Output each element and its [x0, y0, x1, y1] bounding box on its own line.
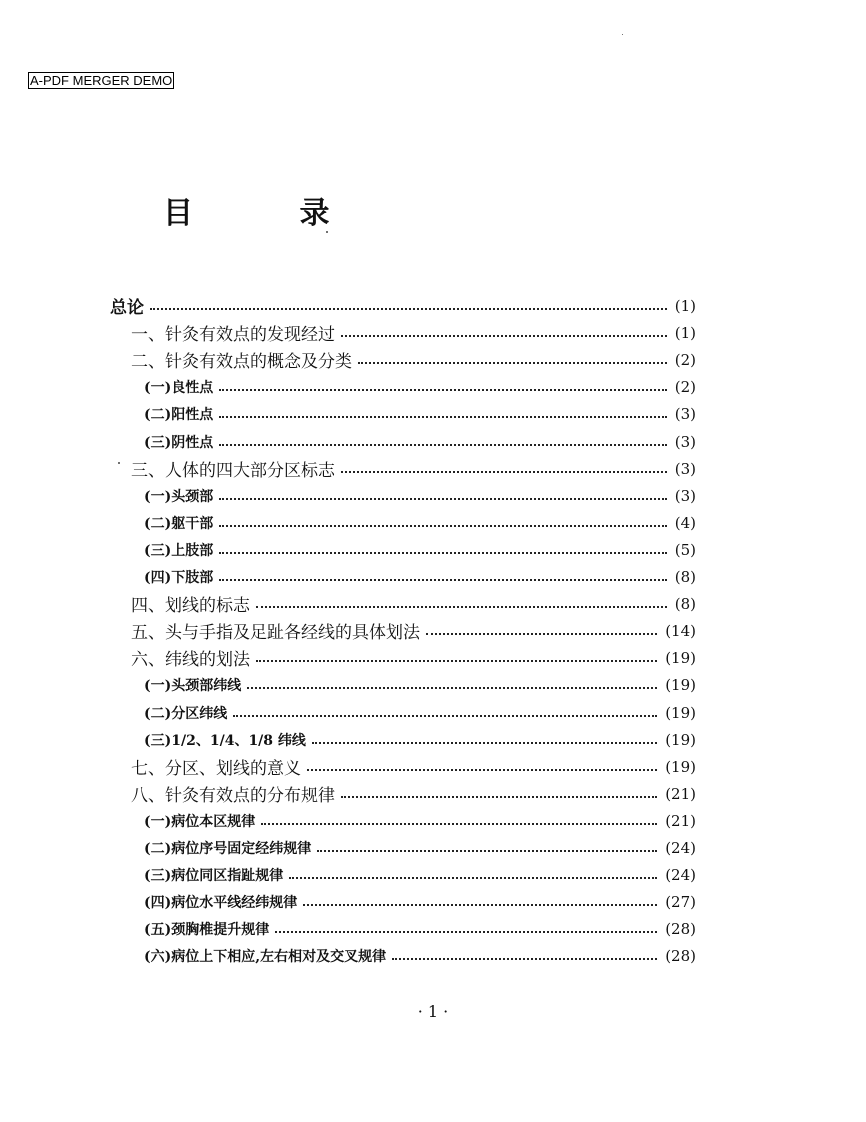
- toc-entry-label: (四)病位水平线经纬规律: [144, 894, 298, 911]
- toc-entry-label: (二)躯干部: [144, 515, 214, 532]
- toc-entry-label: (一)头颈部纬线: [144, 677, 242, 694]
- toc-row: [131, 617, 696, 644]
- toc-row: [144, 373, 696, 400]
- toc-row: [144, 428, 696, 455]
- toc-row: [144, 400, 696, 427]
- scan-speck: [622, 34, 623, 35]
- toc-entry-label: 八、针灸有效点的分布规律: [131, 786, 335, 806]
- toc-row: [144, 563, 696, 590]
- toc-entry-page: (21): [665, 811, 696, 830]
- dot-leader: [275, 931, 657, 933]
- toc-row: [144, 834, 696, 861]
- toc-entry-page: (21): [665, 784, 696, 803]
- toc-row: [110, 292, 696, 319]
- toc-entry-page: (1): [674, 296, 696, 315]
- toc-entry-page: (8): [674, 594, 696, 613]
- toc-entry-page: (19): [665, 757, 696, 776]
- dot-leader: [341, 335, 667, 337]
- toc-entry-label: 五、头与手指及足趾各经线的具体划法: [131, 623, 420, 643]
- dot-leader: [219, 552, 667, 554]
- toc-entry-label: (三)上肢部: [144, 542, 214, 559]
- toc-entry-page: (3): [674, 459, 696, 478]
- toc-row: [144, 861, 696, 888]
- dot-leader: [233, 715, 657, 717]
- toc-entry-label: (二)分区纬线: [144, 705, 228, 722]
- toc-entry-label: (一)良性点: [144, 379, 214, 396]
- scan-speck: [326, 231, 328, 233]
- toc-entry-page: (3): [674, 486, 696, 505]
- toc-row: [131, 780, 696, 807]
- toc-entry-page: (2): [674, 377, 696, 396]
- toc-entry-page: (8): [674, 567, 696, 586]
- toc-entry-page: (3): [674, 432, 696, 451]
- toc-entry-label: 七、分区、划线的意义: [131, 759, 301, 779]
- dot-leader: [261, 823, 657, 825]
- toc-row: [131, 644, 696, 671]
- toc-row: [131, 319, 696, 346]
- page-title: 目 录: [163, 196, 378, 231]
- toc-entry-page: (1): [674, 323, 696, 342]
- toc-row: [144, 942, 696, 969]
- toc-entry-label: (一)头颈部: [144, 488, 214, 505]
- toc-entry-label: 三、人体的四大部分区标志: [131, 461, 335, 481]
- toc-row: [131, 346, 696, 373]
- toc-row: [144, 482, 696, 509]
- toc-entry-label: (二)阳性点: [144, 406, 214, 423]
- dot-leader: [341, 471, 667, 473]
- dot-leader: [219, 579, 667, 581]
- dot-leader: [312, 742, 657, 744]
- toc-row: [131, 590, 696, 617]
- toc-entry-page: (5): [674, 540, 696, 559]
- dot-leader: [317, 850, 657, 852]
- dot-leader: [150, 308, 667, 310]
- dot-leader: [341, 796, 657, 798]
- toc-row: [131, 753, 696, 780]
- toc-entry-page: (28): [665, 919, 696, 938]
- toc-entry-page: (2): [674, 350, 696, 369]
- toc-row: [144, 509, 696, 536]
- scan-speck: [118, 462, 120, 464]
- toc-entry-page: (28): [665, 946, 696, 965]
- toc-entry-page: (14): [665, 621, 696, 640]
- toc-entry-label: (一)病位本区规律: [144, 813, 256, 830]
- toc-entry-label: 总论: [110, 298, 144, 318]
- toc-row: [144, 915, 696, 942]
- toc-entry-page: (19): [665, 675, 696, 694]
- toc-entry-label: (五)颈胸椎提升规律: [144, 921, 270, 938]
- toc-entry-label: 四、划线的标志: [131, 596, 250, 616]
- toc-entry-page: (19): [665, 703, 696, 722]
- toc-entry-label: 一、针灸有效点的发现经过: [131, 325, 335, 345]
- dot-leader: [358, 362, 667, 364]
- dot-leader: [303, 904, 657, 906]
- toc-row: [144, 536, 696, 563]
- toc-row: [131, 455, 696, 482]
- toc-entry-page: (3): [674, 404, 696, 423]
- toc-entry-label: 二、针灸有效点的概念及分类: [131, 352, 352, 372]
- toc-entry-page: (27): [665, 892, 696, 911]
- dot-leader: [392, 958, 657, 960]
- dot-leader: [307, 769, 657, 771]
- toc-entry-label: (二)病位序号固定经纬规律: [144, 840, 312, 857]
- toc-entry-page: (24): [665, 865, 696, 884]
- dot-leader: [219, 389, 667, 391]
- dot-leader: [219, 525, 667, 527]
- dot-leader: [247, 687, 657, 689]
- dot-leader: [219, 444, 667, 446]
- toc-entry-label: (三)阴性点: [144, 434, 214, 451]
- dot-leader: [256, 660, 657, 662]
- toc-row: [144, 726, 696, 753]
- toc-entry-label: (六)病位上下相应,左右相对及交叉规律: [144, 948, 387, 965]
- toc-entry-label: (四)下肢部: [144, 569, 214, 586]
- toc-entry-page: (19): [665, 648, 696, 667]
- dot-leader: [426, 633, 657, 635]
- toc-row: [144, 699, 696, 726]
- dot-leader: [219, 416, 667, 418]
- toc-entry-label: (三)病位同区指趾规律: [144, 867, 284, 884]
- dot-leader: [289, 877, 657, 879]
- watermark-label: A-PDF MERGER DEMO: [30, 73, 173, 88]
- toc-entry-label: 六、纬线的划法: [131, 650, 250, 670]
- toc-entry-page: (4): [674, 513, 696, 532]
- dot-leader: [219, 498, 667, 500]
- page-number: · 1 ·: [417, 1002, 449, 1021]
- toc-entry-page: (19): [665, 730, 696, 749]
- toc-row: [144, 671, 696, 698]
- toc-row: [144, 888, 696, 915]
- toc-entry-label: (三)1/2、1/4、1/8 纬线: [144, 732, 306, 749]
- toc-entry-page: (24): [665, 838, 696, 857]
- toc-row: [144, 807, 696, 834]
- dot-leader: [256, 606, 667, 608]
